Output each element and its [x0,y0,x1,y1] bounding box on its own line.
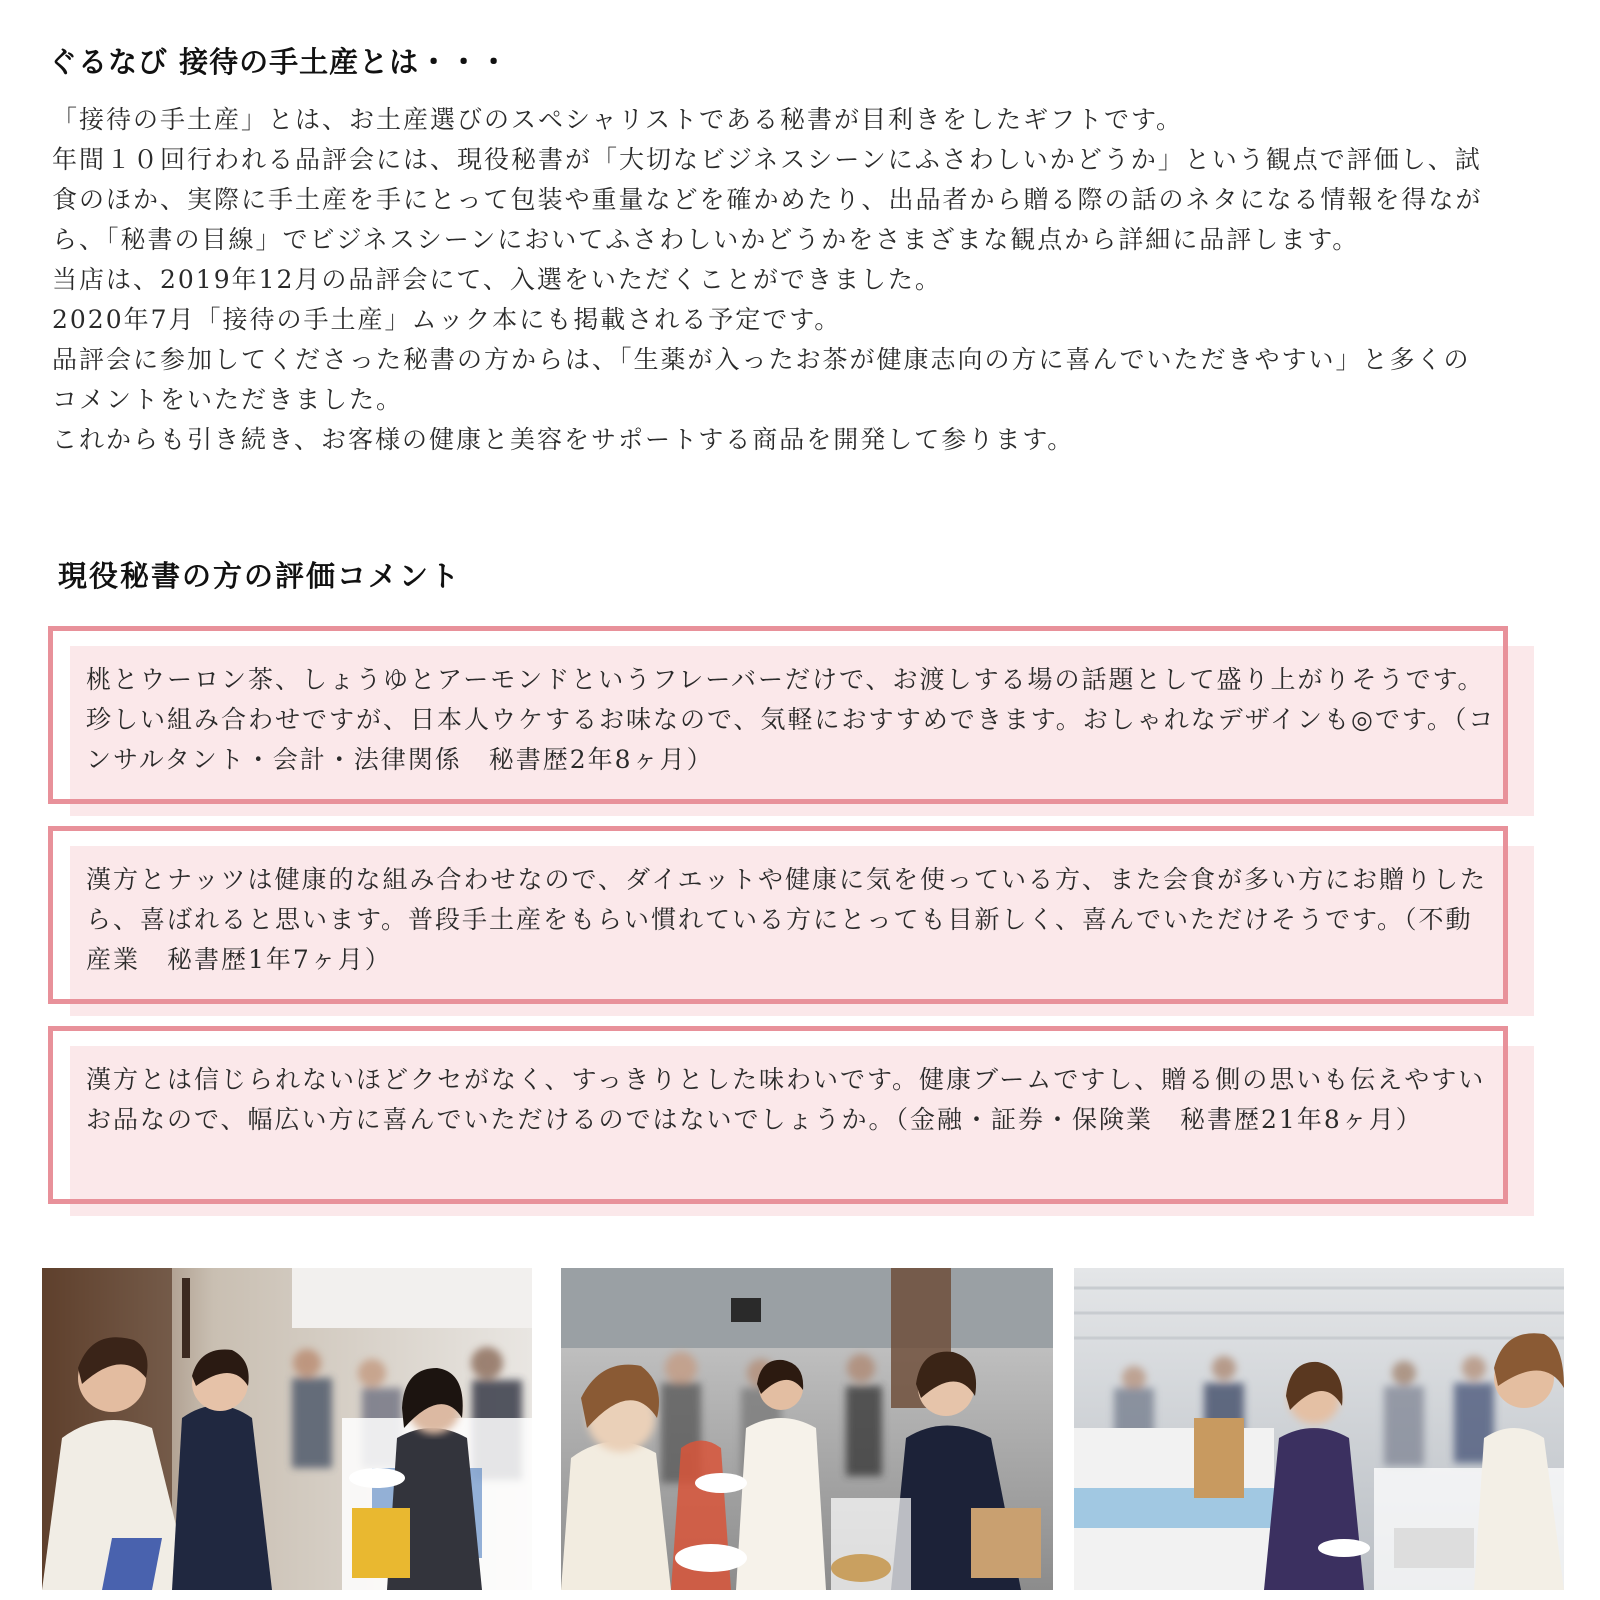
intro-paragraph: 当店は、2019年12月の品評会にて、入選をいただくことができました。 [52,265,942,294]
event-photo-3 [1074,1268,1564,1590]
event-photo-1 [42,1268,532,1590]
intro-text [52,100,1492,460]
intro-paragraph: 2020年7月「接待の手土産」ムック本にも掲載される予定です。 [52,305,842,334]
intro-paragraph: 品評会に参加してくださった秘書の方からは、「生薬が入ったお茶が健康志向の方に喜んでいただきやすい」と多くのコメントをいただきました。 [52,345,1471,414]
intro-paragraph: 年間１０回行われる品評会には、現役秘書が「大切なビジネスシーンにふさわしいかどうか」という観点で評価し、試食のほか、実際に手土産を手にとって包装や重量などを確かめたり、出品者から贈る際の話のネタになる情報を得ながら、「秘書の目線」でビジネスシーンにおいてふさわしいかどうかをさまざまな観点から詳細に品評します。 [52,145,1483,254]
page-title: ぐるなび 接待の手土産とは・・・ [48,45,510,79]
comment-text: 桃とウーロン茶、しょうゆとアーモンドというフレーバーだけで、お渡しする場の話題として盛り上がりそうです。珍しい組み合わせですが、日本人ウケするお味なので、気軽におすすめできます。おしゃれなデザインも◎です。（コンサルタント・会計・法律関係 秘書歴2年8ヶ月） [86,665,1496,774]
event-photo-1-image [42,1268,532,1590]
comment-text: 漢方とナッツは健康的な組み合わせなので、ダイエットや健康に気を使っている方、また会食が多い方にお贈りしたら、喜ばれると思います。普段手土産をもらい慣れている方にとっても目新しく、喜んでいただけそうです。（不動産業 秘書歴1年7ヶ月） [86,865,1488,974]
comments-heading: 現役秘書の方の評価コメント [58,559,462,593]
comment-card [48,1026,1508,1204]
event-photo-2 [561,1268,1053,1590]
intro-paragraph: これからも引き続き、お客様の健康と美容をサポートする商品を開発して参ります。 [52,425,1075,454]
comment-text: 漢方とは信じられないほどクセがなく、すっきりとした味わいです。健康ブームですし、贈る側の思いも伝えやすいお品なので、幅広い方に喜んでいただけるのではないでしょうか。（金融・証券・保険業 秘書歴21年8ヶ月） [86,1065,1486,1134]
comment-card [48,626,1508,804]
comment-card [48,826,1508,1004]
intro-paragraph: 「接待の手土産」とは、お土産選びのスペシャリストである秘書が目利きをしたギフトです。 [52,105,1184,134]
event-photo-2-image [561,1268,1053,1590]
event-photo-3-image [1074,1268,1564,1590]
